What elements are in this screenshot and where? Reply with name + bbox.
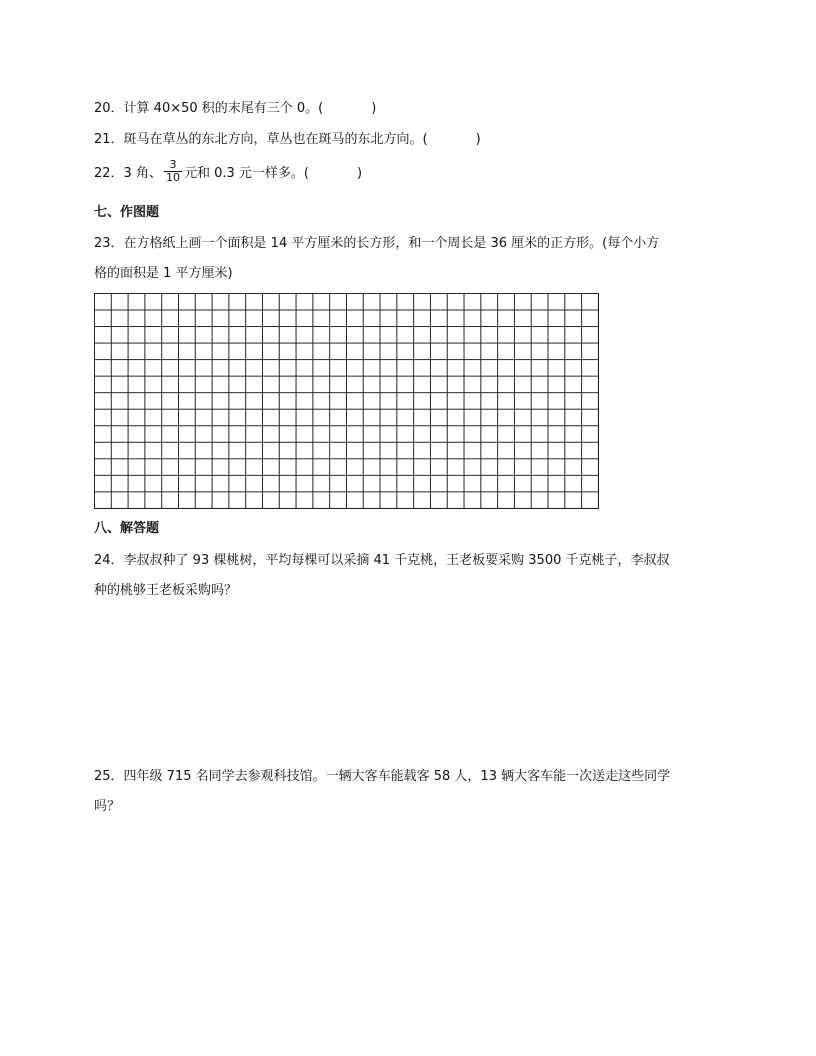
question-20-text: 20．计算 40×50 积的末尾有三个 0。(: [94, 101, 324, 116]
question-21-close-paren: ): [475, 132, 481, 147]
question-22: [94, 158, 363, 186]
fraction-numerator: 3: [164, 159, 182, 172]
question-24-line-1: 24．李叔叔种了 93 棵桃树，平均每棵可以采摘 41 千克桃，王老板要采购 3500 千克桃子，李叔叔: [94, 553, 670, 568]
question-22-suffix: 元和 0.3 元一样多。(: [183, 166, 309, 182]
question-25-line-2: 吗？: [94, 799, 121, 814]
question-20: [94, 101, 376, 118]
question-22-close-paren: ): [356, 166, 363, 182]
section-7-heading: 七、作图题: [94, 205, 160, 220]
question-23-line-2: 格的面积是 1 平方厘米): [94, 266, 233, 281]
question-25-line-1: 25．四年级 715 名同学去参观科技馆。一辆大客车能载客 58 人，13 辆大客车能一次送走这些同学: [94, 769, 671, 784]
question-23-line-1: 23．在方格纸上画一个面积是 14 平方厘米的长方形，和一个周长是 36 厘米的正方形。(每个小方: [94, 236, 660, 251]
question-21: [94, 132, 481, 149]
fraction-denominator: 10: [165, 171, 180, 185]
question-24-line-2: 种的桃够王老板采购吗？: [94, 583, 238, 598]
fraction-three-tenths: [164, 159, 182, 184]
question-22-prefix: 22．3 角、: [94, 166, 162, 182]
square-grid-paper[interactable]: [94, 293, 599, 509]
question-21-text: 21．斑马在草丛的东北方向，草丛也在斑马的东北方向。(: [94, 132, 428, 147]
question-20-close-paren: ): [371, 101, 377, 116]
section-8-heading: 八、解答题: [94, 521, 160, 536]
